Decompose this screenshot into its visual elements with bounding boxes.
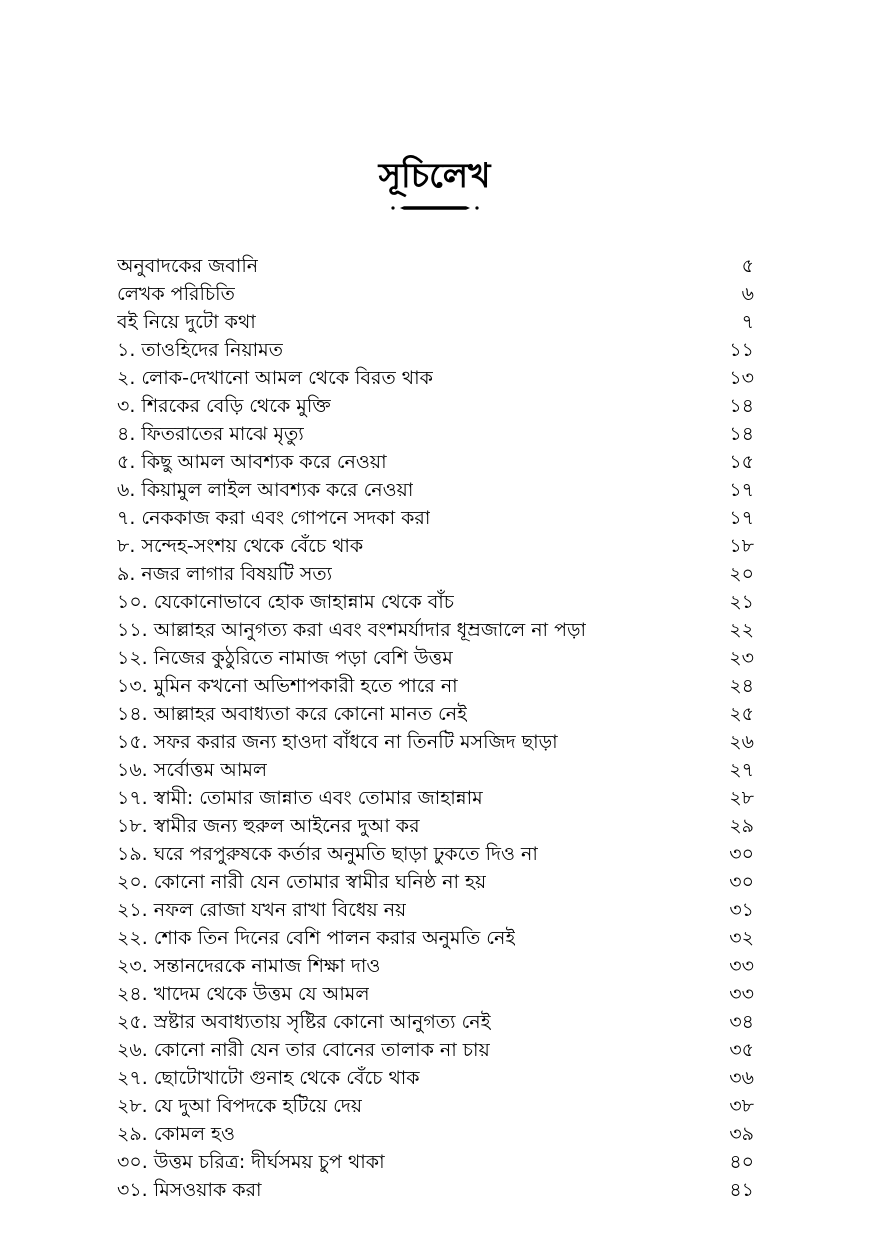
table-of-contents bbox=[117, 252, 754, 1204]
toc-entry-title: ১৮. স্বামীর জন্য হুরুল আইনের দুআ কর bbox=[117, 815, 420, 837]
toc-entry-title: ১০. যেকোনোভাবে হোক জাহান্নাম থেকে বাঁচ bbox=[117, 591, 455, 613]
toc-entry bbox=[117, 504, 754, 532]
toc-entry bbox=[117, 980, 754, 1008]
toc-entry-page-number: ২৮ bbox=[729, 787, 754, 809]
toc-entry-page-number: ১১ bbox=[729, 339, 754, 361]
toc-entry bbox=[117, 644, 754, 672]
toc-entry-page-number: ২০ bbox=[729, 563, 754, 585]
toc-entry-page-number: ১৭ bbox=[729, 479, 754, 501]
toc-entry-title: ২৩. সন্তানদেরকে নামাজ শিক্ষা দাও bbox=[117, 955, 381, 977]
toc-entry-title: ২৪. খাদেম থেকে উত্তম যে আমল bbox=[117, 983, 370, 1005]
toc-entry bbox=[117, 812, 754, 840]
toc-entry-page-number: ৩৬ bbox=[729, 1067, 754, 1089]
toc-entry-title: লেখক পরিচিতি bbox=[117, 283, 235, 305]
toc-entry-page-number: ১৩ bbox=[729, 367, 754, 389]
toc-entry bbox=[117, 532, 754, 560]
toc-entry-title: ২১. নফল রোজা যখন রাখা বিধেয় নয় bbox=[117, 899, 407, 921]
toc-entry bbox=[117, 1176, 754, 1204]
toc-entry-page-number: ২৪ bbox=[729, 675, 754, 697]
toc-entry bbox=[117, 896, 754, 924]
toc-entry-title: ৫. কিছু আমল আবশ্যক করে নেওয়া bbox=[117, 451, 387, 473]
toc-entry bbox=[117, 840, 754, 868]
toc-entry-title: ৮. সন্দেহ-সংশয় থেকে বেঁচে থাক bbox=[117, 535, 364, 557]
toc-entry-page-number: ৩১ bbox=[729, 899, 754, 921]
toc-entry-page-number: ২৯ bbox=[729, 815, 754, 837]
toc-entry-title: ১৪. আল্লাহর অবাধ্যতা করে কোনো মানত নেই bbox=[117, 703, 467, 725]
toc-entry bbox=[117, 392, 754, 420]
toc-entry-title: ১৫. সফর করার জন্য হাওদা বাঁধবে না তিনটি মসজিদ ছাড়া bbox=[117, 731, 558, 753]
toc-entry-page-number: ৩৩ bbox=[729, 983, 754, 1005]
toc-entry-page-number: ১৫ bbox=[729, 451, 754, 473]
toc-entry-page-number: ৩৫ bbox=[729, 1039, 754, 1061]
toc-entry-page-number: ১৪ bbox=[729, 395, 754, 417]
toc-entry-page-number: ৬ bbox=[741, 283, 754, 305]
toc-entry bbox=[117, 560, 754, 588]
toc-entry-page-number: ৩০ bbox=[729, 843, 754, 865]
toc-entry-title: ২০. কোনো নারী যেন তোমার স্বামীর ঘনিষ্ঠ না হয় bbox=[117, 871, 487, 893]
toc-entry-title: ৭. নেককাজ করা এবং গোপনে সদকা করা bbox=[117, 507, 431, 529]
page-title: সূচিলেখ bbox=[378, 156, 491, 196]
divider-ornament-icon bbox=[390, 203, 480, 213]
toc-entry bbox=[117, 336, 754, 364]
toc-entry-page-number: ১৪ bbox=[729, 423, 754, 445]
toc-entry bbox=[117, 700, 754, 728]
toc-entry-page-number: ২২ bbox=[729, 619, 754, 641]
toc-entry bbox=[117, 924, 754, 952]
toc-entry-title: ৯. নজর লাগার বিষয়টি সত্য bbox=[117, 563, 333, 585]
toc-entry-page-number: ৩৯ bbox=[729, 1123, 754, 1145]
toc-entry-page-number: ১৮ bbox=[729, 535, 754, 557]
toc-entry-title: ২৯. কোমল হও bbox=[117, 1123, 235, 1145]
toc-entry bbox=[117, 616, 754, 644]
toc-entry bbox=[117, 1092, 754, 1120]
toc-entry-title: অনুবাদকের জবানি bbox=[117, 255, 259, 277]
toc-entry-title: ১৩. মুমিন কখনো অভিশাপকারী হতে পারে না bbox=[117, 675, 458, 697]
toc-entry bbox=[117, 280, 754, 308]
toc-entry-page-number: ২৩ bbox=[729, 647, 754, 669]
toc-entry-title: ২৭. ছোটোখাটো গুনাহ থেকে বেঁচে থাক bbox=[117, 1067, 420, 1089]
toc-entry-title: ২৮. যে দুআ বিপদকে হটিয়ে দেয় bbox=[117, 1095, 363, 1117]
toc-entry-title: ৩. শিরকের বেড়ি থেকে মুক্তি bbox=[117, 395, 331, 417]
toc-entry-title: ৪. ফিতরাতের মাঝে মৃত্যু bbox=[117, 423, 304, 445]
toc-entry bbox=[117, 308, 754, 336]
toc-entry-page-number: ৪১ bbox=[729, 1179, 754, 1201]
toc-entry bbox=[117, 868, 754, 896]
toc-entry bbox=[117, 420, 754, 448]
toc-entry bbox=[117, 672, 754, 700]
toc-entry-page-number: ২৬ bbox=[729, 731, 754, 753]
toc-entry bbox=[117, 784, 754, 812]
toc-entry bbox=[117, 364, 754, 392]
toc-entry bbox=[117, 952, 754, 980]
toc-entry-title: ২২. শোক তিন দিনের বেশি পালন করার অনুমতি নেই bbox=[117, 927, 516, 949]
toc-entry-title: ৬. কিয়ামুল লাইল আবশ্যক করে নেওয়া bbox=[117, 479, 414, 501]
toc-entry-title: ২৬. কোনো নারী যেন তার বোনের তালাক না চায় bbox=[117, 1039, 490, 1061]
toc-entry bbox=[117, 588, 754, 616]
toc-entry-page-number: ৩২ bbox=[729, 927, 754, 949]
toc-entry-title: ১৭. স্বামী: তোমার জান্নাত এবং তোমার জাহান্নাম bbox=[117, 787, 483, 809]
toc-entry-title: ৩১. মিসওয়াক করা bbox=[117, 1179, 262, 1201]
toc-entry-page-number: ২৫ bbox=[729, 703, 754, 725]
toc-entry-title: ২. লোক-দেখানো আমল থেকে বিরত থাক bbox=[117, 367, 433, 389]
toc-entry-page-number: ২৭ bbox=[729, 759, 754, 781]
toc-entry-page-number: ১৭ bbox=[729, 507, 754, 529]
toc-entry-page-number: ৪০ bbox=[729, 1151, 754, 1173]
toc-entry bbox=[117, 1036, 754, 1064]
toc-entry-title: ১২. নিজের কুঠুরিতে নামাজ পড়া বেশি উত্তম bbox=[117, 647, 453, 669]
toc-entry bbox=[117, 728, 754, 756]
toc-entry-page-number: ৩৪ bbox=[729, 1011, 754, 1033]
toc-entry-page-number: ৩৩ bbox=[729, 955, 754, 977]
toc-entry-title: ১১. আল্লাহর আনুগত্য করা এবং বংশমর্যাদার ধূম্রজালে না পড়া bbox=[117, 619, 587, 641]
toc-entry-title: ১. তাওহিদের নিয়ামত bbox=[117, 339, 283, 361]
toc-entry-title: বই নিয়ে দুটো কথা bbox=[117, 311, 256, 333]
toc-entry bbox=[117, 1148, 754, 1176]
toc-entry-title: ১৬. সর্বোত্তম আমল bbox=[117, 759, 268, 781]
toc-entry-page-number: ৩০ bbox=[729, 871, 754, 893]
toc-entry-page-number: ৫ bbox=[741, 255, 754, 277]
toc-entry bbox=[117, 756, 754, 784]
toc-entry-page-number: ৭ bbox=[741, 311, 754, 333]
toc-entry bbox=[117, 476, 754, 504]
toc-entry-title: ৩০. উত্তম চরিত্র: দীর্ঘসময় চুপ থাকা bbox=[117, 1151, 385, 1173]
toc-entry bbox=[117, 1008, 754, 1036]
toc-entry bbox=[117, 252, 754, 280]
toc-entry-page-number: ২১ bbox=[729, 591, 754, 613]
toc-entry bbox=[117, 1064, 754, 1092]
toc-entry bbox=[117, 448, 754, 476]
toc-entry bbox=[117, 1120, 754, 1148]
toc-entry-title: ১৯. ঘরে পরপুরুষকে কর্তার অনুমতি ছাড়া ঢুকতে দিও না bbox=[117, 843, 538, 865]
toc-entry-title: ২৫. স্রষ্টার অবাধ্যতায় সৃষ্টির কোনো আনুগত্য নেই bbox=[117, 1011, 491, 1033]
toc-entry-page-number: ৩৮ bbox=[729, 1095, 754, 1117]
